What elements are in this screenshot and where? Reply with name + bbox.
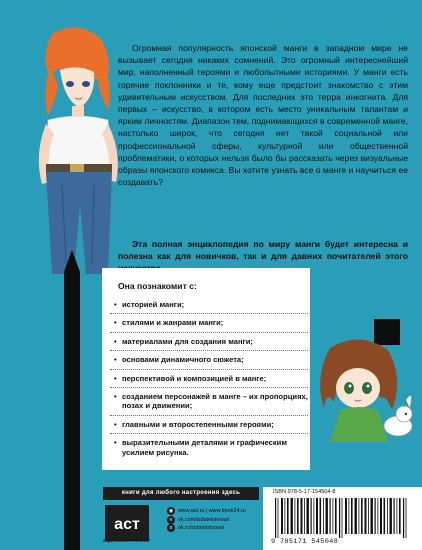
list-item: • основами динамичного сюжета; [110, 351, 308, 369]
publisher-logo [105, 505, 149, 541]
features-list [110, 296, 308, 461]
vk-icon: v [167, 516, 175, 524]
list-item: • созданием персонажей в манге – их пропорциях, позах и движении; [110, 388, 308, 416]
website-link[interactable]: www.ast.ru | www.book24.ru [178, 508, 246, 514]
list-item: • перспективой и композицией в манге; [110, 370, 308, 388]
logo-caption: ИЗДАТЕЛЬСКАЯ ГРУППА АСТ [103, 539, 150, 543]
publisher-contacts [167, 507, 246, 533]
footer-panel [103, 487, 422, 550]
slogan-banner: книги для любого настроения здесь [103, 487, 259, 500]
ok-icon: o [167, 524, 175, 532]
isbn-text: ISBN 978-5-17-154504-8 [273, 489, 336, 495]
highlight-text: Эта полная энциклопедия по миру манги будет интересна и полезна как для новичков, так и для давних почитателей этого [118, 239, 408, 261]
intro-paragraph: Огромная популярность японской манги в западном мире не вызывает сегодня никаких сомнений. Это огромный интереснейший мир, наполненный героями и любопытными историями. У манги есть горячие поклонники и те, кому еще предстоит знакомство с этим удивительным искусством. Для последних это терра инкогнита. Для первых – искусство, в котором есть место уникальным талантам и ярким личностям. Диапазон тем, поднимающихся в современной манге, настолько широк, что сегодня нет такой социальной или профессиональной сферы, культурной или общественной проблематики, о которых нельзя было бы рассказать через визуальные образы японского комикса. Вы хотите узнать все о манге и научиться ее создавать? [118, 43, 408, 188]
list-item: • выразительными деталями и графическим усилием рисунка. [110, 434, 308, 461]
barcode-image [273, 498, 413, 538]
pen-icon [58, 250, 86, 550]
features-title: Она познакомит с: [118, 281, 197, 291]
list-item: • историей манги; [110, 296, 308, 314]
globe-icon: ◉ [168, 508, 174, 515]
chibi-girl-illustration [300, 338, 420, 448]
list-item: • главными и второстепенными героями; [110, 416, 308, 434]
list-item: • материалами для создания манги; [110, 333, 308, 351]
list-item: • стилями и жанрами манги; [110, 314, 308, 332]
intro-text [118, 42, 408, 188]
logo-text: аст [114, 516, 140, 533]
manga-girl-illustration [22, 24, 122, 284]
website-row [167, 507, 246, 516]
ok-row [167, 524, 246, 533]
vk-link[interactable]: vk.com/izdatelstvoast [178, 516, 230, 523]
ok-link[interactable]: ok.ru/izdatelstvoast [178, 525, 225, 531]
barcode-number: 9 785171 545048 [271, 538, 339, 546]
vk-row [167, 516, 246, 525]
